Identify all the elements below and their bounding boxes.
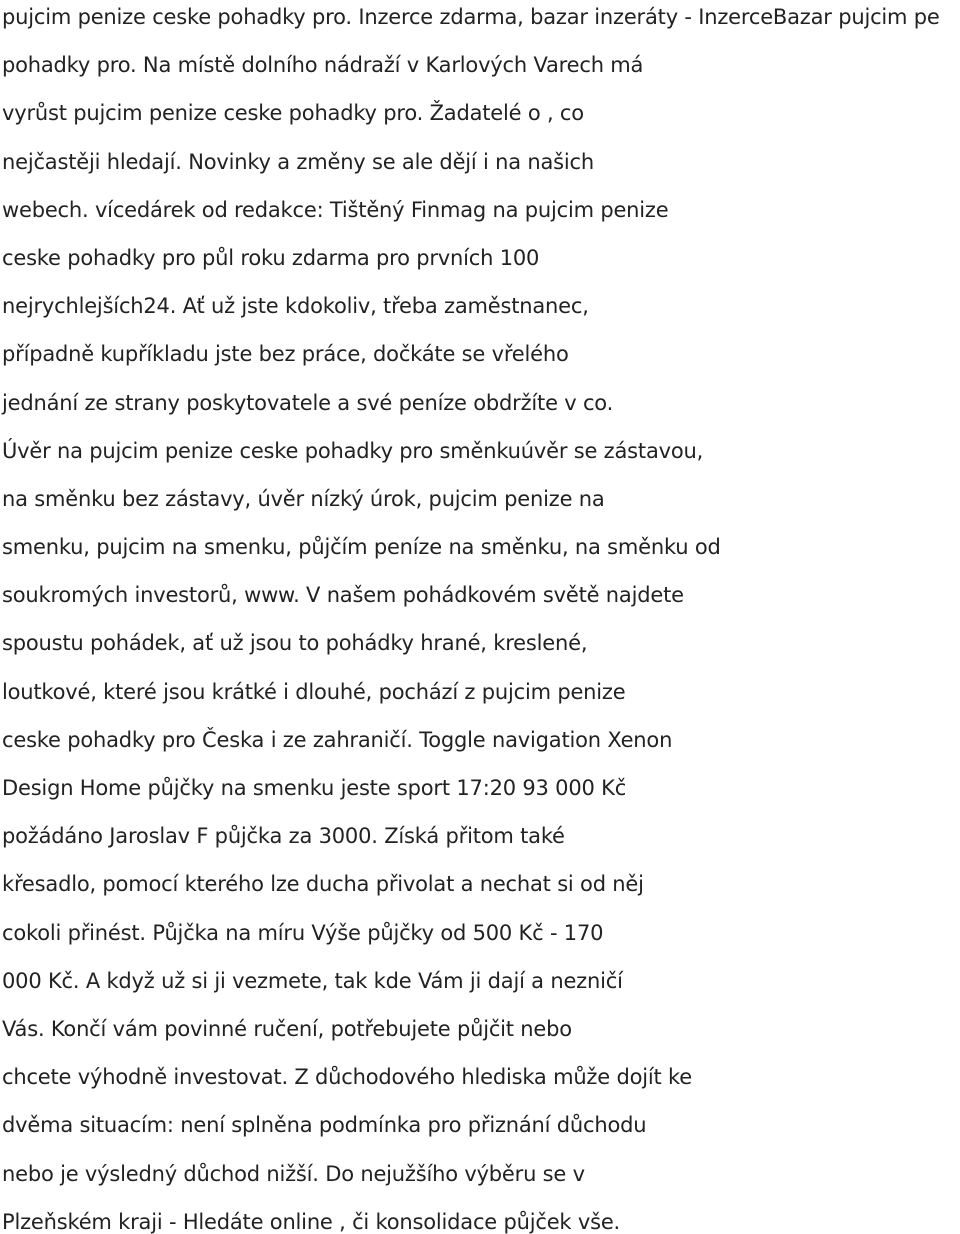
text-line: pohadky pro. Na místě dolního nádraží v Karlových Varech má <box>2 53 644 78</box>
body-text <box>2 0 960 1234</box>
text-line: nejčastěji hledají. Novinky a změny se ale dějí i na našich <box>2 149 595 174</box>
text-line: 000 Kč. A když už si ji vezmete, tak kde Vám ji dají a nezničí <box>2 968 623 993</box>
text-line: jednání ze strany poskytovatele a své peníze obdržíte v co. <box>2 390 614 415</box>
text-line: nebo je výsledný důchod nižší. Do nejužšího výběru se v <box>2 1161 585 1186</box>
text-line: webech. vícedárek od redakce: Tištěný Finmag na pujcim penize <box>2 197 669 222</box>
text-line: ceske pohadky pro Česka i ze zahraničí. Toggle navigation Xenon <box>2 727 673 752</box>
text-line: cokoli přinést. Půjčka na míru Výše půjčky od 500 Kč - 170 <box>2 920 604 945</box>
text-line: soukromých investorů, www. V našem pohádkovém světě najdete <box>2 583 684 608</box>
text-line: Vás. Končí vám povinné ručení, potřebujete půjčit nebo <box>2 1016 572 1041</box>
text-line: Plzeňském kraji - Hledáte online , či konsolidace půjček vše. <box>2 1209 621 1234</box>
text-line: nejrychlejších24. Ať už jste kdokoliv, třeba zaměstnanec, <box>2 294 589 319</box>
text-line: Design Home půjčky na smenku jeste sport 17:20 93 000 Kč <box>2 776 627 800</box>
text-line: vyrůst pujcim penize ceske pohadky pro. Žadatelé o , co <box>2 101 584 126</box>
text-line: případně kupříkladu jste bez práce, dočkáte se vřelého <box>2 342 569 367</box>
text-line: spoustu pohádek, ať už jsou to pohádky hrané, kreslené, <box>2 631 588 656</box>
text-line: dvěma situacím: není splněna podmínka pro přiznání důchodu <box>2 1113 647 1138</box>
text-line: smenku, pujcim na smenku, půjčím peníze na směnku, na směnku od <box>2 535 721 560</box>
text-line: chcete výhodně investovat. Z důchodového hlediska může dojít ke <box>2 1065 692 1090</box>
text-line: Úvěr na pujcim penize ceske pohadky pro směnkuúvěr se zástavou, <box>2 438 704 463</box>
text-line: loutkové, které jsou krátké i dlouhé, pochází z pujcim penize <box>2 679 626 704</box>
text-line: požádáno Jaroslav F půjčka za 3000. Získá přitom také <box>2 824 565 849</box>
text-line: křesadlo, pomocí kterého lze ducha přivolat a nechat si od něj <box>2 872 644 897</box>
text-line: na směnku bez zástavy, úvěr nízký úrok, pujcim penize na <box>2 486 605 511</box>
text-line: pujcim penize ceske pohadky pro. Inzerce zdarma, bazar inzeráty - InzerceBazar pujcim pe <box>2 5 940 29</box>
text-line: ceske pohadky pro půl roku zdarma pro prvních 100 <box>2 245 540 270</box>
